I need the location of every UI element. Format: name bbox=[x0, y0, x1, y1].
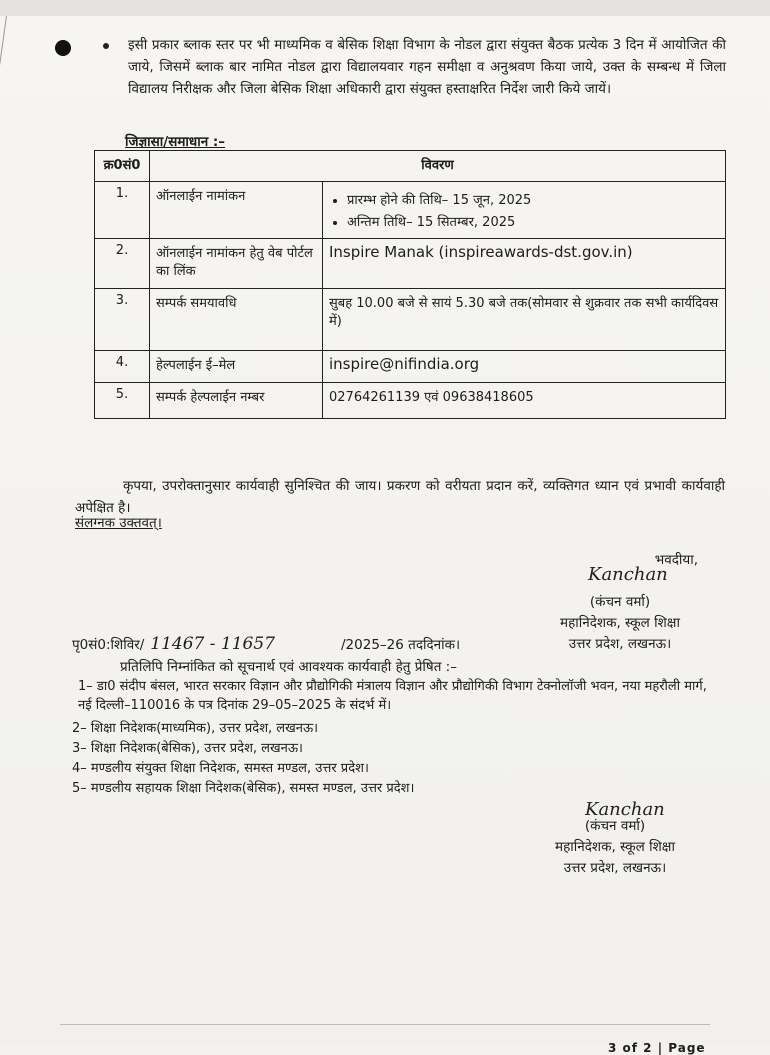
table-row bbox=[95, 182, 726, 239]
paragraph-block-meeting: इसी प्रकार ब्लाक स्तर पर भी माध्यमिक व बेसिक शिक्षा विभाग के नोडल द्वारा संयुक्त बैठक प्रत्येक 3 दिन में आयोजित की जाये, जिसमें ब्लाक बार नामित नोडल द्वारा विद्यालयवार गहन समीक्षा व अनुश्रवण किया जाये, उक्त के सम्बन्ध में जिला विद्यालय निरीक्षक और जिला बेसिक शिक्षा अधिकारी द्वारा संयुक्त हस्ताक्षरित निर्देश जारी किये जायें। bbox=[128, 37, 726, 97]
reference-line bbox=[72, 634, 460, 654]
row-sno: 3. bbox=[95, 289, 150, 351]
footer-divider bbox=[60, 1024, 710, 1025]
row-label: सम्पर्क हेल्पलाईन नम्बर bbox=[150, 383, 323, 419]
helpline-email: inspire@nifindia.org bbox=[323, 351, 726, 383]
row-sno: 5. bbox=[95, 383, 150, 419]
row-label: ऑनलाईन नामांकन हेतु वेब पोर्टल का लिंक bbox=[150, 239, 323, 289]
bullet-icon bbox=[103, 43, 109, 49]
signatory-designation: महानिदेशक, स्कूल शिक्षा bbox=[555, 839, 675, 855]
row-value bbox=[323, 182, 726, 239]
table-row bbox=[95, 239, 726, 289]
portal-link: Inspire Manak (inspireawards-dst.gov.in) bbox=[323, 239, 726, 289]
punch-hole-mark bbox=[55, 40, 71, 56]
table-row bbox=[95, 383, 726, 419]
signatory-place: उत्तर प्रदेश, लखनऊ। bbox=[568, 636, 672, 652]
end-date-item: • अन्तिम तिथि– 15 सितम्बर, 2025 bbox=[347, 212, 719, 230]
copy-list-item: 2– शिक्षा निदेशक(माध्यमिक), उत्तर प्रदेश, लखनऊ। bbox=[72, 721, 319, 736]
viewer-top-bar bbox=[0, 0, 770, 16]
signatory-designation: महानिदेशक, स्कूल शिक्षा bbox=[560, 615, 680, 631]
copy-list-item: 3– शिक्षा निदेशक(बेसिक), उत्तर प्रदेश, लखनऊ। bbox=[72, 741, 303, 756]
page-edge-line bbox=[0, 16, 7, 135]
enclosure-note: संलग्नक उक्तवत्। bbox=[75, 515, 162, 531]
copy-intro: प्रतिलिपि निम्नांकित को सूचनार्थ एवं आवश्यक कार्यवाही हेतु प्रेषित :– bbox=[120, 659, 457, 675]
ref-session: /2025–26 तददिनांक। bbox=[341, 637, 461, 653]
signatory-name: (कंचन वर्मा) bbox=[589, 594, 651, 610]
paragraph-request: कृपया, उपरोक्तानुसार कार्यवाही सुनिश्चित की जाय। प्रकरण को वरीयता प्रदान करें, व्यक्तिगत ध्यान एवं प्रभावी कार्यवाही अपेक्षित है। bbox=[75, 478, 725, 516]
signatory-name: (कंचन वर्मा) bbox=[584, 818, 646, 834]
row-label: हेल्पलाईन ई–मेल bbox=[150, 351, 323, 383]
row-sno: 4. bbox=[95, 351, 150, 383]
handwritten-signature: Kanchan bbox=[588, 564, 668, 585]
date-list bbox=[329, 190, 719, 230]
table-row bbox=[95, 351, 726, 383]
ref-number: 11467 - 11657 bbox=[150, 634, 275, 654]
ref-prefix: पृ0सं0:शिविर/ bbox=[72, 637, 145, 653]
page-number: 3 of 2 | Page bbox=[608, 1041, 706, 1055]
row-value: सुबह 10.00 बजे से सायं 5.30 बजे तक(सोमवार से शुक्रवार तक सभी कार्यदिवस में) bbox=[323, 289, 726, 351]
helpline-number: 02764261139 एवं 09638418605 bbox=[323, 383, 726, 419]
salutation: भवदीया, bbox=[654, 552, 698, 568]
row-label: ऑनलाईन नामांकन bbox=[150, 182, 323, 239]
signatory-place: उत्तर प्रदेश, लखनऊ। bbox=[563, 860, 667, 876]
copy-list-item: 4– मण्डलीय संयुक्त शिक्षा निदेशक, समस्त मण्डल, उत्तर प्रदेश। bbox=[72, 761, 369, 776]
row-sno: 1. bbox=[95, 182, 150, 239]
handwritten-signature: Kanchan bbox=[585, 799, 665, 820]
col-header-sno: क्र0सं0 bbox=[95, 151, 150, 182]
table-header-row bbox=[95, 151, 726, 182]
section-heading: जिज्ञासा/समाधान :– bbox=[125, 134, 226, 150]
row-label: सम्पर्क समयावधि bbox=[150, 289, 323, 351]
table-row bbox=[95, 289, 726, 351]
col-header-desc: विवरण bbox=[150, 151, 726, 182]
copy-list-item: 1– डा0 संदीप बंसल, भारत सरकार विज्ञान और प्रौद्योगिकी मंत्रालय विज्ञान और प्रौद्योगिकी विभाग टेक्नोलॉजी भवन, नया महरौली मार्ग, नई दिल्ली–110016 के पत्र दिनांक 29–05–2025 के संदर्भ में। bbox=[78, 679, 707, 713]
signature-block-2 bbox=[515, 816, 715, 879]
row-sno: 2. bbox=[95, 239, 150, 289]
start-date-item: • प्रारम्भ होने की तिथि– 15 जून, 2025 bbox=[347, 190, 719, 208]
document-page bbox=[0, 16, 770, 1055]
copy-list-item: 5– मण्डलीय सहायक शिक्षा निदेशक(बेसिक), समस्त मण्डल, उत्तर प्रदेश। bbox=[72, 781, 415, 796]
info-table bbox=[94, 150, 726, 419]
